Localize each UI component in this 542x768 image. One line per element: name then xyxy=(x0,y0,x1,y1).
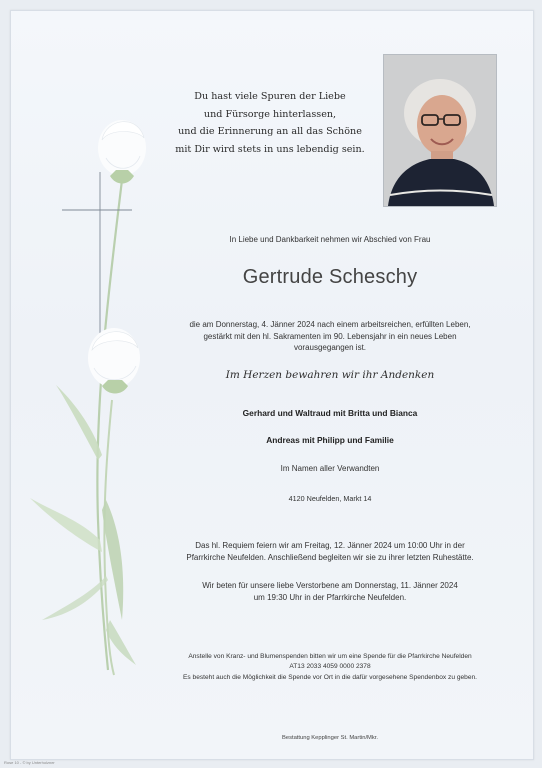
portrait-photo-icon xyxy=(384,55,496,206)
lower-rose xyxy=(88,328,140,394)
upper-rose xyxy=(98,120,146,184)
prayer-line: um 19:30 Uhr in der Pfarrkirche Neufelden. xyxy=(253,592,407,602)
portrait-photo xyxy=(383,54,497,207)
corner-note: Rose 10 - © by Unterholzner xyxy=(4,760,55,765)
donation-line: Anstelle von Kranz- und Blumenspenden bitten wir um eine Spende für die Pfarrkirche Neufelden xyxy=(188,653,472,660)
funeral-home-footer: Bestattung Kepplinger St. Martin/Mkr. xyxy=(281,735,379,741)
donation-text xyxy=(160,652,500,683)
announcement-line: vorausgegangen ist. xyxy=(293,343,367,352)
requiem-text xyxy=(160,540,500,563)
poem-line: Du hast viele Spuren der Liebe xyxy=(194,91,346,102)
deceased-name: Gertrude Scheschy xyxy=(242,266,418,288)
requiem-line: Pfarrkirche Neufelden. Anschließend begleiten wir sie zu ihrer letzten Ruhestätte. xyxy=(186,552,474,562)
donation-line: Es besteht auch die Möglichkeit die Spende vor Ort in die dafür vorgesehene Spendenbox zu geben. xyxy=(183,673,477,681)
motto-text: Im Herzen bewahren wir ihr Andenken xyxy=(225,369,435,381)
poem-line: und Fürsorge hinterlassen, xyxy=(203,108,337,120)
requiem-line: Das hl. Requiem feiern wir am Freitag, 12. Jänner 2024 um 10:00 Uhr in der xyxy=(195,541,465,550)
donation-iban: AT13 2033 4059 0000 2378 xyxy=(289,663,371,671)
intro-text: In Liebe und Dankbarkeit nehmen wir Abschied von Frau xyxy=(229,235,431,244)
prayer-line: Wir beten für unsere liebe Verstorbene am Donnerstag, 11. Jänner 2024 xyxy=(202,581,458,590)
address-text: 4120 Neufelden, Markt 14 xyxy=(288,494,372,503)
family-line-2: Andreas mit Philipp und Familie xyxy=(266,435,394,445)
prayer-text xyxy=(160,580,500,603)
relatives-text: Im Namen aller Verwandten xyxy=(280,464,380,473)
announcement-line: die am Donnerstag, 4. Jänner 2024 nach einem arbeitsreichen, erfüllten Leben, xyxy=(189,320,471,329)
poem-line: und die Erinnerung an all das Schöne xyxy=(178,126,362,138)
announcement-line: gestärkt mit den hl. Sakramenten im 90. Lebensjahr in ein neues Leben xyxy=(203,331,457,341)
memorial-poem xyxy=(150,88,390,158)
poem-line: mit Dir wird stets in uns lebendig sein. xyxy=(175,143,365,155)
family-line-1: Gerhard und Waltraud mit Britta und Bianca xyxy=(242,408,418,418)
announcement-text xyxy=(160,319,500,354)
rose-cross-decoration xyxy=(10,100,160,680)
